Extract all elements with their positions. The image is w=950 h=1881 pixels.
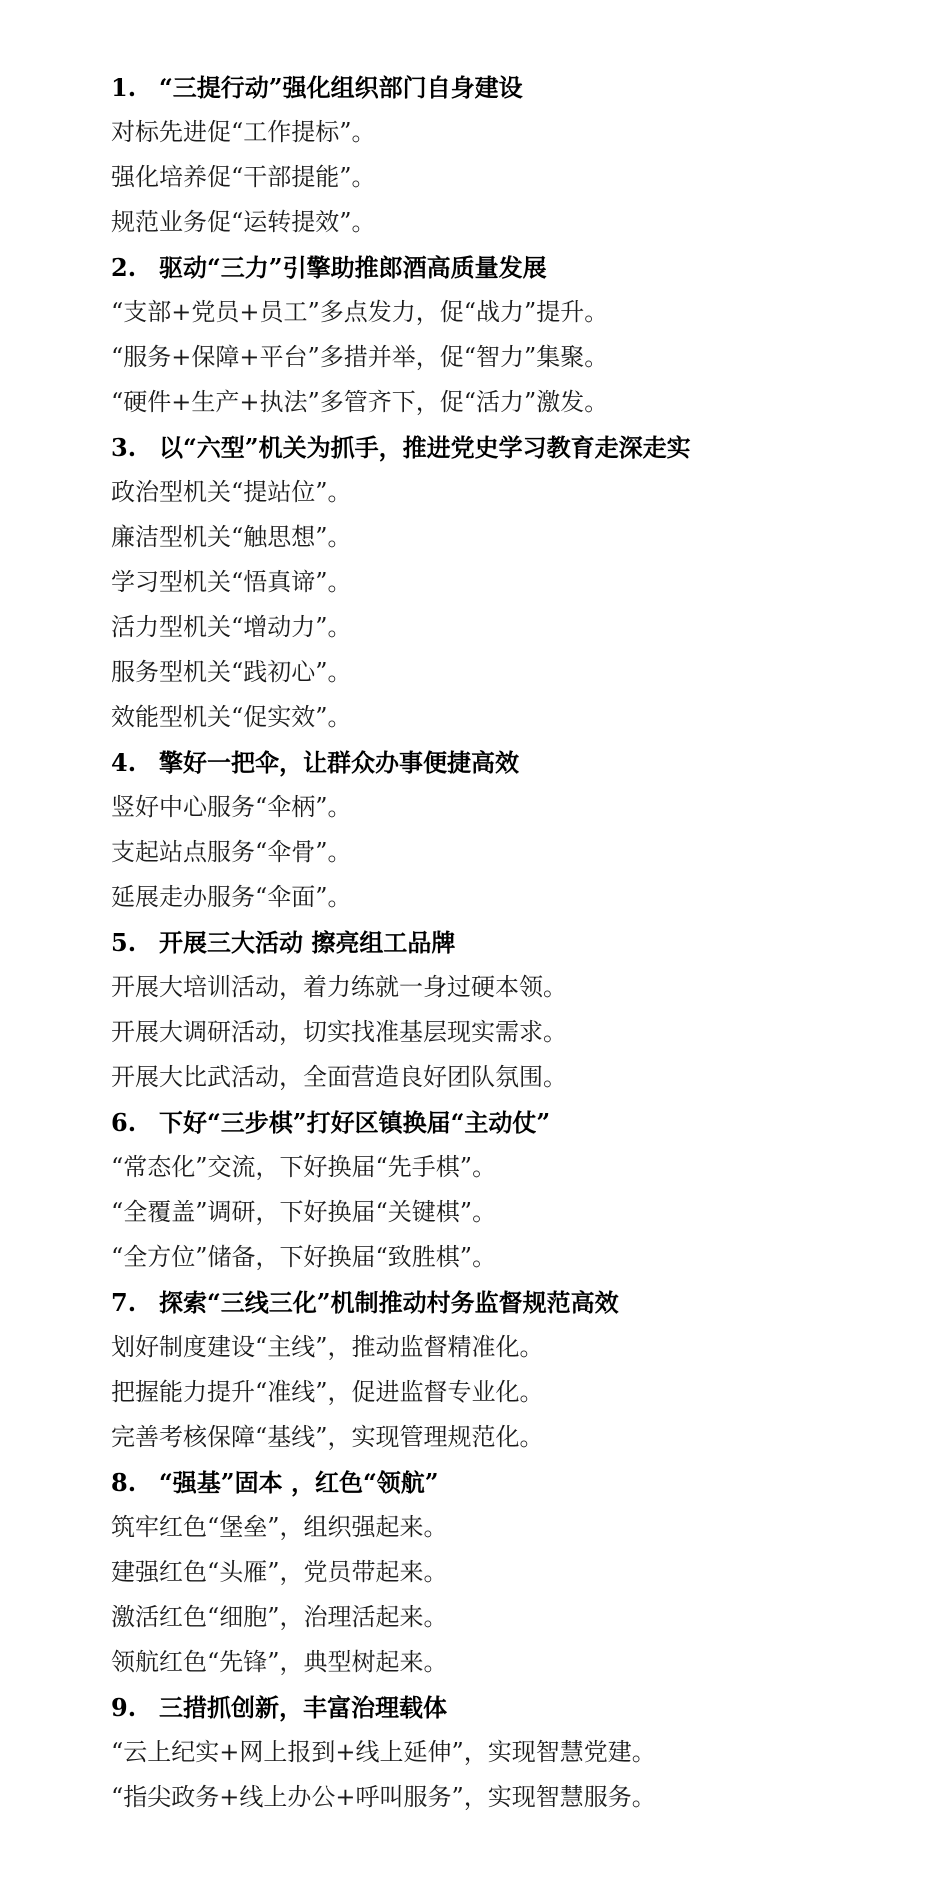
section-block — [111, 1460, 911, 1685]
section-title: 探索“三线三化”机制推动村务监督规范高效 — [159, 1288, 619, 1317]
section-block — [111, 740, 911, 920]
list-item: “全覆盖”调研，下好换届“关键棋”。 — [111, 1198, 497, 1226]
section-block — [111, 65, 911, 245]
list-item: 延展走办服务“伞面”。 — [111, 883, 352, 911]
list-item: 筑牢红色“堡垒”，组织强起来。 — [111, 1513, 448, 1541]
list-item: “硬件+生产+执法”多管齐下，促“活力”激发。 — [111, 388, 609, 416]
list-item: 开展大比武活动，全面营造良好团队氛围。 — [111, 1063, 567, 1091]
section-number: 8. — [111, 1468, 137, 1497]
list-item: 开展大调研活动，切实找准基层现实需求。 — [111, 1018, 567, 1046]
list-item: “全方位”储备，下好换届“致胜棋”。 — [111, 1243, 497, 1271]
section-heading — [111, 1685, 911, 1730]
document-page — [111, 65, 911, 1820]
section-heading — [111, 245, 911, 290]
section-list — [111, 65, 911, 1820]
section-heading — [111, 425, 911, 470]
section-heading — [111, 65, 911, 110]
section-title: 以“六型”机关为抓手，推进党史学习教育走深走实 — [159, 433, 691, 462]
list-item: 学习型机关“悟真谛”。 — [111, 568, 352, 596]
list-item: 规范业务促“运转提效”。 — [111, 208, 376, 236]
list-item: 强化培养促“干部提能”。 — [111, 163, 376, 191]
section-number: 5. — [111, 928, 137, 957]
list-item: 激活红色“细胞”，治理活起来。 — [111, 1603, 448, 1631]
list-item: 效能型机关“促实效”。 — [111, 703, 352, 731]
section-number: 2. — [111, 253, 137, 282]
list-item: 建强红色“头雁”，党员带起来。 — [111, 1558, 448, 1586]
list-item: 廉洁型机关“触思想”。 — [111, 523, 352, 551]
section-heading — [111, 740, 911, 785]
list-item: 竖好中心服务“伞柄”。 — [111, 793, 352, 821]
section-title: 三措抓创新，丰富治理载体 — [159, 1693, 447, 1722]
section-title: “三提行动”强化组织部门自身建设 — [159, 73, 523, 102]
list-item: “支部+党员+员工”多点发力，促“战力”提升。 — [111, 298, 609, 326]
list-item: 对标先进促“工作提标”。 — [111, 118, 376, 146]
section-block — [111, 1280, 911, 1460]
list-item: “指尖政务+线上办公+呼叫服务”，实现智慧服务。 — [111, 1783, 656, 1811]
section-block — [111, 1685, 911, 1820]
list-item: 政治型机关“提站位”。 — [111, 478, 352, 506]
section-block — [111, 1100, 911, 1280]
list-item: 完善考核保障“基线”，实现管理规范化。 — [111, 1423, 544, 1451]
list-item: 服务型机关“践初心”。 — [111, 658, 352, 686]
section-number: 9. — [111, 1693, 137, 1722]
list-item: 把握能力提升“准线”，促进监督专业化。 — [111, 1378, 544, 1406]
section-heading — [111, 920, 911, 965]
list-item: 开展大培训活动，着力练就一身过硬本领。 — [111, 973, 567, 1001]
section-block — [111, 425, 911, 740]
section-heading — [111, 1100, 911, 1145]
list-item: “常态化”交流，下好换届“先手棋”。 — [111, 1153, 497, 1181]
section-number: 7. — [111, 1288, 137, 1317]
section-title: 开展三大活动 擦亮组工品牌 — [159, 928, 456, 957]
section-block — [111, 245, 911, 425]
list-item: “服务+保障+平台”多措并举，促“智力”集聚。 — [111, 343, 609, 371]
list-item: 活力型机关“增动力”。 — [111, 613, 352, 641]
section-title: 驱动“三力”引擎助推郎酒高质量发展 — [159, 253, 547, 282]
list-item: 支起站点服务“伞骨”。 — [111, 838, 352, 866]
list-item: 划好制度建设“主线”，推动监督精准化。 — [111, 1333, 544, 1361]
section-title: 擎好一把伞，让群众办事便捷高效 — [159, 748, 519, 777]
section-heading — [111, 1460, 911, 1505]
section-number: 4. — [111, 748, 137, 777]
section-number: 3. — [111, 433, 137, 462]
list-item: 领航红色“先锋”，典型树起来。 — [111, 1648, 448, 1676]
section-title: 下好“三步棋”打好区镇换届“主动仗” — [159, 1108, 551, 1137]
section-title: “强基”固本 ，红色“领航” — [159, 1468, 439, 1497]
section-number: 6. — [111, 1108, 137, 1137]
section-heading — [111, 1280, 911, 1325]
section-number: 1. — [111, 73, 137, 102]
section-block — [111, 920, 911, 1100]
list-item: “云上纪实+网上报到+线上延伸”，实现智慧党建。 — [111, 1738, 656, 1766]
